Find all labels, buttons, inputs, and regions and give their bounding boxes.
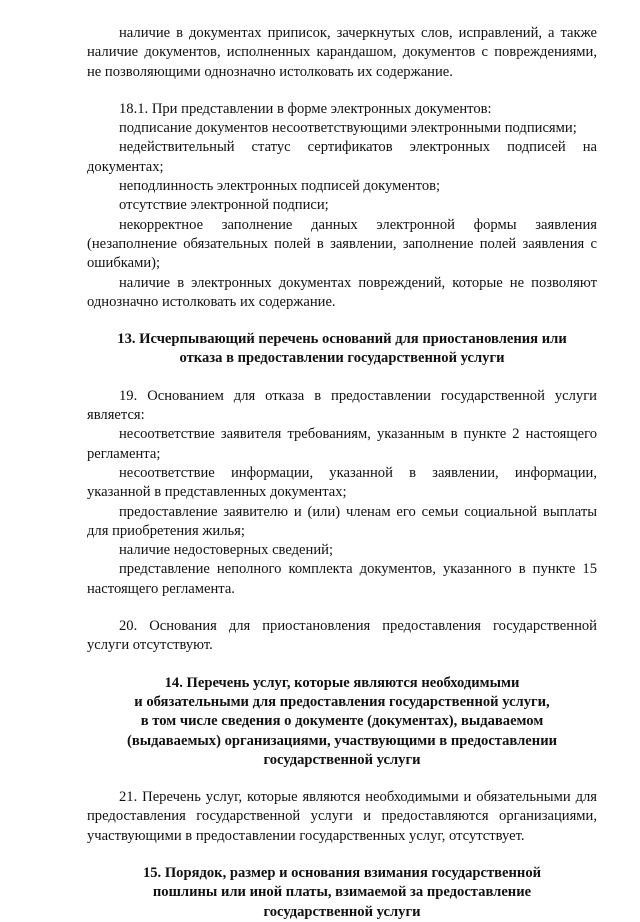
paragraph-corrections: наличие в документах приписок, зачеркнутых слов, исправлений, а также наличие документов, исполненных карандашом, документов с повреждениями, не позволяющими однозначно истолковать их содержание. <box>87 25 597 80</box>
spacer <box>87 82 597 100</box>
list-item: подписание документов несоответствующими электронными подписями; <box>119 120 577 137</box>
spacer <box>87 770 597 788</box>
paragraph-18-1-intro: 18.1. При представлении в форме электронных документов: <box>119 100 492 117</box>
list-item: несоответствие заявителя требованиям, указанным в пункте 2 настоящего регламента; <box>87 426 597 462</box>
heading-line: отказа в предоставлении государственной услуги <box>179 350 505 367</box>
paragraph-21: 21. Перечень услуг, которые являются необходимыми и обязательными для предоставления государственной услуги и предоставляются организациями, участвующими в предоставлении государственных услуг, отсутствует. <box>87 789 597 844</box>
section-13-heading <box>87 330 597 369</box>
list-item: представление неполного комплекта документов, указанного в пункте 15 настоящего регламента. <box>87 561 597 597</box>
heading-line: 13. Исчерпывающий перечень оснований для приостановления или <box>117 331 567 348</box>
heading-line: в том числе сведения о документе (документах), выдаваемом <box>140 713 544 730</box>
heading-line: государственной услуги <box>263 751 421 768</box>
heading-line: (выдаваемых) организациями, участвующими в предоставлении <box>126 732 558 749</box>
paragraph-20: 20. Основания для приостановления предоставления государственной услуги отсутствуют. <box>87 618 597 654</box>
list-item: несоответствие информации, указанной в заявлении, информации, указанной в представленных документах; <box>87 464 597 501</box>
document-page <box>87 0 597 922</box>
section-14-heading <box>87 674 597 770</box>
list-item: отсутствие электронной подписи; <box>119 197 329 214</box>
heading-line: 14. Перечень услуг, которые являются необходимыми <box>164 674 520 691</box>
spacer <box>87 369 597 387</box>
list-item: некорректное заполнение данных электронной формы заявления (незаполнение обязательных полей в заявлении, заполнение полей заявления с ошибками); <box>87 216 597 272</box>
list-item: наличие недостоверных сведений; <box>119 542 334 559</box>
heading-line: государственной услуги <box>263 903 421 920</box>
heading-line: 15. Порядок, размер и основания взимания государственной <box>142 864 542 881</box>
list-item: предоставление заявителю и (или) членам его семьи социальной выплаты для приобретения жилья; <box>87 503 597 539</box>
spacer <box>87 656 597 674</box>
list-item: недействительный статус сертификатов электронных подписей на документах; <box>87 139 597 175</box>
heading-line: пошлины или иной платы, взимаемой за предоставление <box>152 884 532 901</box>
list-item: неподлинность электронных подписей документов; <box>119 178 441 195</box>
spacer <box>87 599 597 617</box>
list-item: наличие в электронных документах повреждений, которые не позволяют однозначно истолковать их содержание. <box>87 274 597 310</box>
spacer <box>87 312 597 330</box>
spacer <box>87 846 597 864</box>
paragraph-19-intro: 19. Основанием для отказа в предоставлении государственной услуги является: <box>87 387 597 424</box>
heading-line: и обязательными для предоставления государственной услуги, <box>134 693 550 710</box>
section-15-heading <box>87 864 597 922</box>
